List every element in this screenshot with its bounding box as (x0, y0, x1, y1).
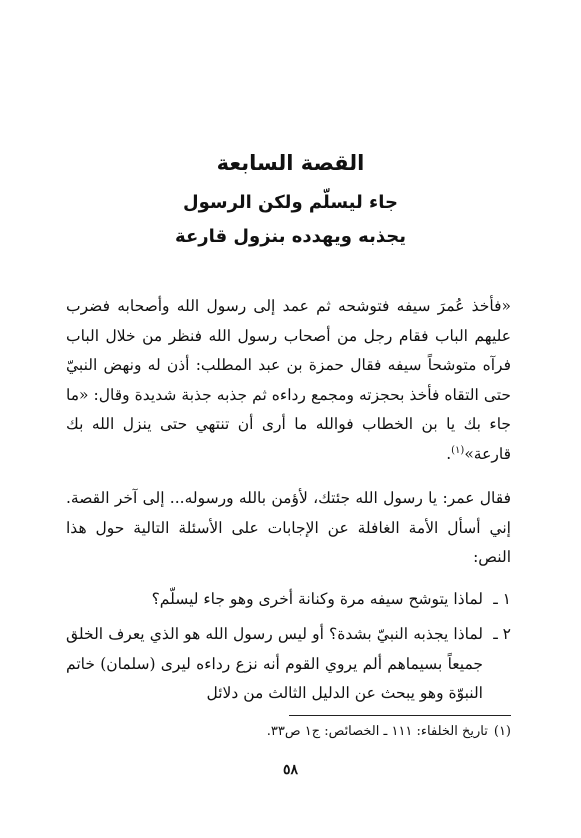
paragraph-quote-end: . (446, 444, 452, 463)
chapter-subtitle-line-2: يجذبه ويهدده بنزول قارعة (175, 226, 406, 247)
question-text: لماذا يتوشح سيفه مرة وكنانة أخرى وهو جاء ليسلّم؟ (151, 589, 483, 608)
question-number: ١ ـ (493, 589, 511, 608)
question-number: ٢ ـ (493, 625, 511, 643)
body-text (66, 292, 511, 715)
footnote (66, 722, 511, 742)
paragraph-quote-text: «فأخذ عُمرَ سيفه فتوشحه ثم عمد إلى رسول الله وأصحابه فضرب عليهم الباب فقام رجل من أصحاب رسول الله فنظر من خلال الباب فرآه متوشحاً سيفه فقال حمزة بن عبد المطلب: أذن له ونهض النبيّ حتى التقاه فأخذ بحجزته ومجمع رداءه ثم جذبه جذبة شديدة وقال: «ما جاء بك يا بن الخطاب فوالله ما أرى أن تنتهي حتى ينزل الله بك قارعة» (66, 297, 511, 463)
question-item-2 (66, 620, 511, 709)
question-item-1 (66, 585, 511, 615)
chapter-heading (0, 148, 581, 250)
chapter-subtitle-line-1: جاء ليسلّم ولكن الرسول (183, 192, 398, 213)
paragraph-quote (66, 292, 511, 469)
chapter-title: القصة السابعة (216, 151, 365, 175)
question-text: لماذا يجذبه النبيّ بشدة؟ أو ليس رسول الله هو الذي يعرف الخلق جميعاً بسيماهم ألم يروي القوم أنه نزع رداءه ليرى (سلمان) خاتم النبوّة وهو يبحث عن الدليل الثالث من دلائل (66, 625, 483, 702)
question-list (66, 585, 511, 709)
paragraph-commentary: فقال عمر: يا رسول الله جئتك، لأؤمن بالله ورسوله... إلى آخر القصة. إني أسأل الأمة الغافلة عن الإجابات على الأسئلة التالية حول هذا النص: (66, 489, 511, 566)
footnote-text: تاريخ الخلفاء: ١١١ ـ الخصائص: ج١ ص٣٣. (266, 724, 488, 739)
footnote-separator (289, 715, 511, 716)
footnote-mark: (١) (493, 724, 511, 739)
footnote-reference: (١) (451, 444, 465, 456)
page-number: ٥٨ (282, 762, 299, 778)
